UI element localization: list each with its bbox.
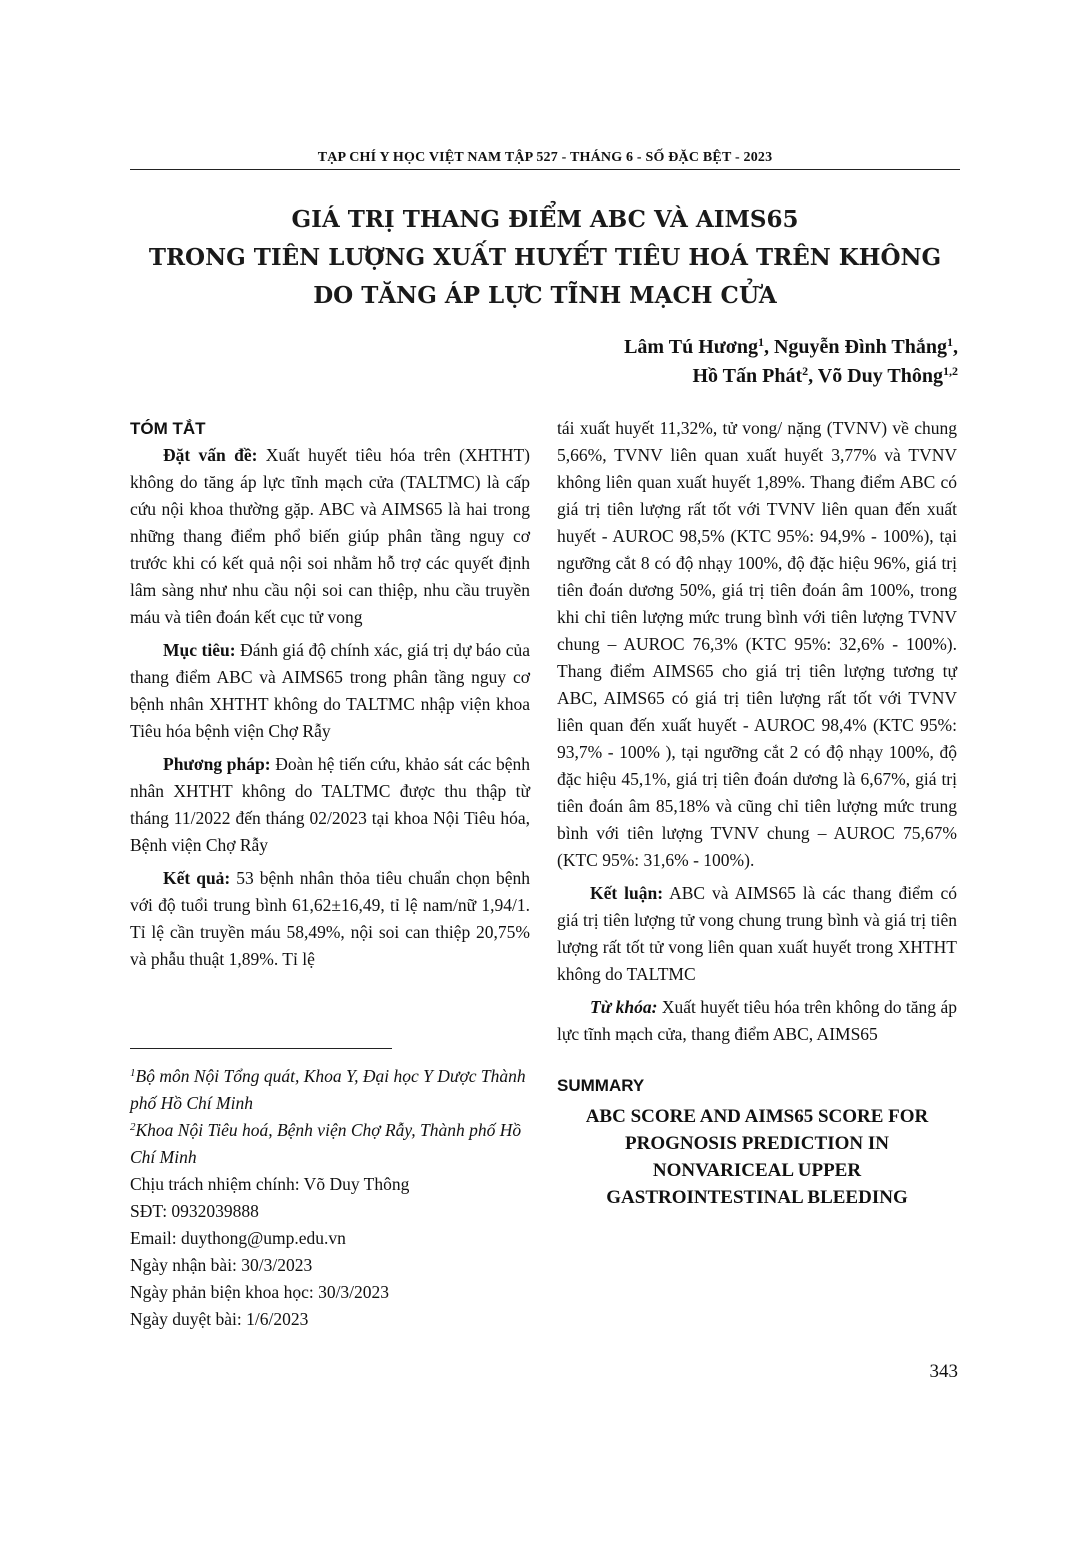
author-name: Lâm Tú Hương: [624, 336, 758, 358]
footnote-rule: [130, 1048, 392, 1049]
affiliation-marker: 1: [947, 335, 953, 349]
author-line-2: [624, 362, 958, 391]
author-list: [624, 333, 958, 391]
objective-paragraph: [130, 637, 530, 745]
affiliation-2: [130, 1117, 530, 1171]
author-separator: ,: [953, 336, 958, 358]
summary-title-line-3: NONVARICEAL UPPER: [652, 1160, 862, 1181]
method-label: Phương pháp:: [163, 754, 271, 774]
author-separator: ,: [763, 336, 774, 358]
left-column: [130, 415, 530, 973]
author-name: Nguyễn Đình Thắng: [773, 336, 947, 358]
title-line-2: TRONG TIÊN LƯỢNG XUẤT HUYẾT TIÊU HOÁ TRÊN KHÔNG: [148, 244, 942, 271]
email: Email: duythong@ump.edu.vn: [130, 1228, 346, 1248]
affiliation-1: [130, 1063, 530, 1117]
results-paragraph: [130, 865, 530, 973]
author-name: Võ Duy Thông: [817, 365, 943, 387]
affiliation-marker: 1: [757, 335, 764, 349]
summary-title-line-4: GASTROINTESTINAL BLEEDING: [606, 1187, 908, 1208]
affiliation-marker: 2: [802, 364, 809, 378]
right-column: [557, 415, 957, 1211]
phone: SĐT: 0932039888: [130, 1201, 259, 1221]
background-paragraph: [130, 442, 530, 631]
summary-title-line-2: PROGNOSIS PREDICTION IN: [625, 1133, 889, 1154]
objective-text: Đánh giá độ chính xác, giá trị dự báo của thang điểm ABC và AIMS65 trong phân tầng nguy cơ bệnh nhân XHTHT không do TALTMC nhập viện khoa Tiêu hóa bệnh viện Chợ Rẫy: [130, 640, 530, 741]
affiliation-marker: 2: [130, 1121, 136, 1133]
affiliation-2-text: Khoa Nội Tiêu hoá, Bệnh viện Chợ Rẫy, Thành phố Hồ Chí Minh: [130, 1120, 522, 1167]
background-label: Đặt vấn đề:: [163, 445, 258, 465]
conclusion-label: Kết luận:: [590, 883, 664, 903]
author-separator: ,: [808, 365, 818, 387]
article-title: [130, 201, 960, 315]
accepted-date: Ngày duyệt bài: 1/6/2023: [130, 1309, 309, 1329]
keywords-label: Từ khóa:: [590, 997, 658, 1017]
title-line-1: GIÁ TRỊ THANG ĐIỂM ABC VÀ AIMS65: [291, 206, 799, 233]
header-rule: [130, 169, 960, 170]
keywords-paragraph: [557, 994, 957, 1048]
conclusion-text: ABC và AIMS65 là các thang điểm có giá trị tiên lượng tử vong chung trung bình và giá trị tiên lượng rất tốt tử vong liên quan xuất huyết trong XHTHT không do TALTMC: [557, 883, 957, 984]
keywords-text: Xuất huyết tiêu hóa trên không do tăng áp lực tĩnh mạch cửa, thang điểm ABC, AIMS65: [557, 997, 957, 1044]
journal-header: TẠP CHÍ Y HỌC VIỆT NAM TẬP 527 - THÁNG 6 - SỐ ĐẶC BỆT - 2023: [317, 150, 773, 165]
method-paragraph: [130, 751, 530, 859]
title-line-3: DO TĂNG ÁP LỰC TĨNH MẠCH CỬA: [313, 282, 777, 309]
review-date: Ngày phản biện khoa học: 30/3/2023: [130, 1282, 390, 1302]
results-continued: tái xuất huyết 11,32%, tử vong/ nặng (TVNV) về chung 5,66%, TVNV liên quan xuất huyết 3,77% và TVNV không liên quan xuất huyết 1,89%. Thang điểm ABC có giá trị tiên lượng rất tốt với TVNV liên quan đến xuất huyết - AUROC 98,5% (KTC 95%: 94,9% - 100%), tại ngưỡng cắt 8 có độ nhạy 100%, độ đặc hiệu 96%, giá trị tiên đoán dương 50%, giá trị tiên đoán âm 100%, trong khi chỉ tiên lượng mức trung bình với tiên lượng TVNV chung – AUROC 76,3% (KTC 95%: 32,6% - 100%). Thang điểm AIMS65 cho giá trị tiên lượng tương tự ABC, AIMS65 có giá trị tiên lượng rất tốt với TVNV liên quan đến xuất huyết - AUROC 98,4% (KTC 95%: 93,7% - 100% ), tại ngưỡng cắt 2 có độ nhạy 100%, độ đặc hiệu 45,1%, giá trị tiên đoán dương là 6,67%, giá trị tiên đoán âm 85,18% và cũng chỉ tiên lượng mức trung bình với tiên lượng TVNV chung – AUROC 75,67% (KTC 95%: 31,6% - 100%).: [557, 418, 957, 870]
author-name: Hồ Tấn Phát: [692, 365, 803, 387]
author-line-1: [624, 333, 958, 362]
footnotes: [130, 1063, 530, 1333]
affiliation-1-text: Bộ môn Nội Tổng quát, Khoa Y, Đại học Y Dược Thành phố Hồ Chí Minh: [130, 1066, 526, 1113]
background-text: Xuất huyết tiêu hóa trên (XHTHT) không do tăng áp lực tĩnh mạch cửa (TALTMC) là cấp cứu nội khoa thường gặp. ABC và AIMS65 là hai trong những thang điểm phổ biến giúp phân tầng nguy cơ trước khi có kết quả nội soi nhằm hỗ trợ các quyết định lâm sàng như nhu cầu nội soi can thiệp, nhu cầu truyền máu và tiên đoán kết cục tử vong: [130, 445, 531, 627]
results-label: Kết quả:: [163, 868, 231, 888]
summary-heading: SUMMARY: [557, 1076, 645, 1095]
results-text-left: 53 bệnh nhân thỏa tiêu chuẩn chọn bệnh với độ tuổi trung bình 61,62±16,49, tỉ lệ nam/nữ 1,94/1. Tỉ lệ cần truyền máu 58,49%, nội soi can thiệp 20,75% và phẫu thuật 1,89%. Tỉ lệ: [130, 868, 531, 969]
affiliation-marker: 1: [130, 1067, 136, 1079]
summary-title: [557, 1103, 957, 1211]
corresponding-author: Chịu trách nhiệm chính: Võ Duy Thông: [130, 1174, 410, 1194]
objective-label: Mục tiêu:: [163, 640, 236, 660]
conclusion-paragraph: [557, 880, 957, 988]
affiliation-marker: 1,2: [943, 364, 958, 378]
received-date: Ngày nhận bài: 30/3/2023: [130, 1255, 313, 1275]
page-number: 343: [929, 1361, 958, 1382]
abstract-heading: TÓM TẮT: [130, 419, 206, 438]
summary-title-line-1: ABC SCORE AND AIMS65 SCORE FOR: [585, 1106, 929, 1127]
method-text: Đoàn hệ tiến cứu, khảo sát các bệnh nhân XHTHT không do TALTMC được thu thập từ tháng 11/2022 đến tháng 02/2023 tại khoa Nội Tiêu hóa, Bệnh viện Chợ Rẫy: [130, 754, 530, 855]
